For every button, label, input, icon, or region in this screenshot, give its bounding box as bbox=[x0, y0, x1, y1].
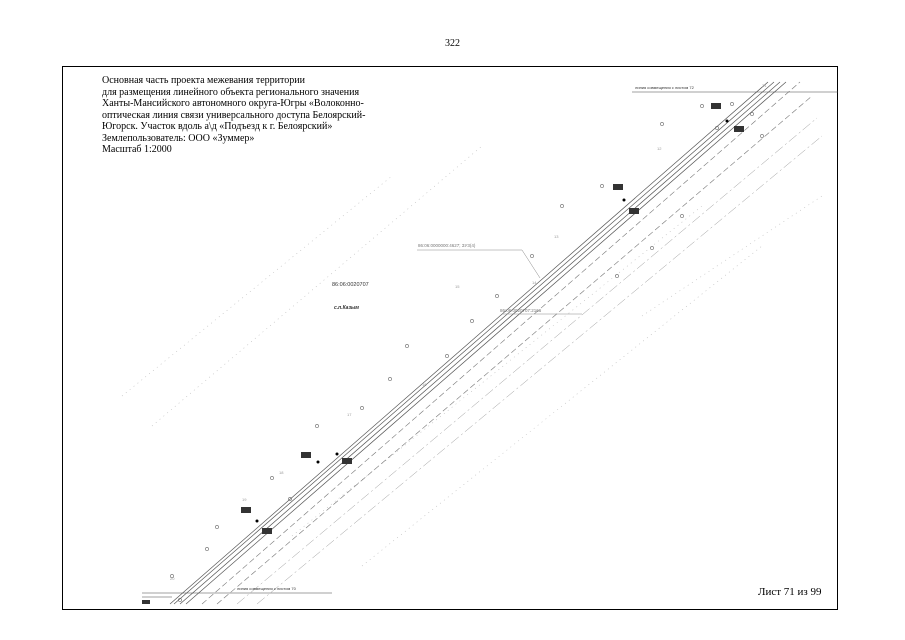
point-number: 17 bbox=[347, 412, 352, 417]
scale-label: Масштаб 1:2000 bbox=[102, 144, 172, 155]
title-line: для размещения линейного объекта регионального значения bbox=[102, 86, 360, 98]
point-number: 15 bbox=[455, 284, 460, 289]
match-line-top-label: линия совмещения с листом 72 bbox=[635, 85, 694, 90]
point-number: 13 bbox=[554, 234, 559, 239]
point-number: 14 bbox=[532, 280, 537, 285]
sheet-label: Лист 71 из 99 bbox=[758, 586, 822, 598]
settlement-label: с.п.Казым bbox=[334, 305, 359, 311]
point-number: 12 bbox=[657, 146, 662, 151]
point-number: 18 bbox=[279, 470, 284, 475]
match-line-bottom-label: линия совмещения с листом 70 bbox=[237, 586, 296, 591]
point-number: 21 bbox=[762, 83, 767, 88]
parcel-label-1: 86:06:0000000:4627; ЗУ3(4) bbox=[418, 243, 476, 248]
title-line: Югорск. Участок вдоль а\д «Подъезд к г. Белоярский» bbox=[102, 121, 333, 132]
point-number: 16 bbox=[422, 382, 427, 387]
cadastral-quarter-label: 86:06:0020707 bbox=[332, 282, 369, 288]
land-user: Землепользователь: ООО «Зуммер» bbox=[102, 132, 255, 144]
page-number: 322 bbox=[445, 38, 460, 49]
title-line: Основная часть проекта межевания территории bbox=[102, 75, 305, 86]
point-number: 20 bbox=[170, 576, 175, 581]
title-line: оптическая линия связи универсального доступа Белоярский- bbox=[102, 109, 366, 121]
parcel-label-2: 86:06:0020707:2166 bbox=[500, 308, 542, 313]
point-number: 19 bbox=[242, 497, 247, 502]
title-block bbox=[102, 75, 402, 156]
title-line: Ханты-Мансийского автономного округа-Югры «Волоконно- bbox=[102, 98, 364, 109]
